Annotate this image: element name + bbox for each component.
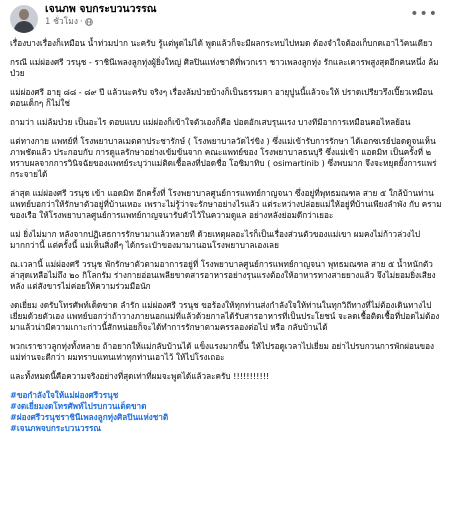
post-paragraph: พวกเราชาวลูกทุ่งทั้งหลาย ถ้าอยากให้แม่กลับบ้านได้ แข็งแรงมากขึ้น ให้ไปรอดูเวลาไปเยี่ยม อย่าไปรบกวนการพักผ่อนของแม่ท่านจะดีกว่า ผมทราบแทนเท่าทุกท่านเอาไว้ ให้ไปโรงเถอะ bbox=[10, 341, 435, 362]
post-paragraph: และทั้งหมดนี้คือความจริงอย่างที่สุดเท่าที่ผมจะพูดได้แล้วละครับ !!!!!!!!!!! bbox=[10, 371, 270, 381]
post-paragraph: ณ.เวลานี้ แม่ผ่องศรี วรนุช พักรักษาตัวตามอาการอยู่ที่ โรงพยาบาลศูนย์การแพทย์กาญจนา พุทธมณฑล สาย ๕ น้ำหนักตัวล่าสุดเหลือไม่ถึง ๒๐ กิโลกรัม ร่างกายอ่อนเพลียขาดสารอาหารอย่างรุนแรงต้องให้อาหารทางสายยางแล้ว จึงไม่ยอมยิ่งเสียงหลัง แต่สังขารไม่ค่อยให้ความร่วมมือนัก bbox=[10, 259, 436, 291]
author-name[interactable]: เจนภพ จบกระบวนวรรณ bbox=[45, 3, 157, 15]
hashtag-link[interactable]: #ขอกำลังใจให้แม่ผ่องศรีวรนุช bbox=[10, 390, 119, 400]
hashtag-link[interactable]: #เจนภพจบกระบวนวรรณ bbox=[10, 423, 101, 433]
post-paragraph: แม่ ยิ่งไม่มาก หลังจากปฏิเสธการรักษามาแล้วหลายที ด้วยเหตุผลอะไรก็เป็นเรื่องส่วนตัวของแม่เขา ผมคงไม่ก้าวล่วงไปมากกว่านี้ แต่ครั้งนี้ แม่เห็นสิ่งดีๆ ได้กระเป๋าของมามานอนโรงพยาบาลเองเลย bbox=[10, 229, 421, 250]
post-paragraph: แม่ผ่องศรี อายุ ๘๘ - ๘๙ ปี แล้วนะครับ จริงๆ เรื่องล้มป่วยบ้างก็เป็นธรรมดา อายุปูนนี้แล้วจะให้ ปราดเปรียวรึงเปี๊ยวเหมือนตอนเด็กๆ ก็ไม่ใช่ bbox=[10, 87, 433, 108]
post-paragraph: งดเยี่ยม งดรับโทรศัพท์เด็ดขาด ลำรัก แม่ผ่องศรี วรนุช ขอร้องให้ทุกท่านส่งกำลังใจให้ท่านในทุกวิถีทางที่ไม่ต้องเดินทางไปเยี่ยมด้วยตัวเอง แพทย์บอกว่าถ้าวางภายนอกแม่ที่แล้วด้วยกาลได้รับสารอาหารที่เป็นประโยชน์ จะลดเชื้อติดเชื้อที่ปอดไม่ต้องมาแล้วน่ามีความเกาะก่าวนี้สักหน่อยก็จะได้ทำการรักษาตามครรลองต่อไป หรือ กลับบ้านได้ bbox=[10, 300, 440, 332]
post-body bbox=[10, 38, 442, 434]
post-paragraph: ถามว่า แม่ล้มป่วย เป็นอะไร ตอบแบบ แม่ผ่องก็เข้าใจตัวเองก็คือ ปอดอักเสบรุนแรง บางทีมีอาการเหมือนคอไหลย้อน bbox=[10, 117, 411, 127]
avatar[interactable] bbox=[10, 5, 38, 33]
hashtag-link[interactable]: #ผ่องศรีวรนุชราชินีเพลงลูกทุ่งศิลปินแห่งชาติ bbox=[10, 412, 169, 422]
more-options-icon[interactable]: ••• bbox=[410, 6, 438, 22]
post-paragraph: กรณี แม่ผ่องศรี วรนุช - ราชินีเพลงลูกทุ่งผู้ยิ่งใหญ่ ศิลปินแห่งชาติที่พวกเรา ชาวเพลงลูกทุ่ง รักและเคารพสูงสุดอีกคนหนึ่ง ล้มป่วย bbox=[10, 57, 439, 78]
post-paragraph: ล่าสุด แม่ผ่องศรี วรนุช เข้า แอดมิท อีกครั้งที่ โรงพยาบาลศูนย์การแพทย์กาญจนา ซึ่งอยู่ที่พุทธมณฑล สาย ๕ ใกล้บ้านท่าน แพทย์บอกว่าให้รักษาตัวอยู่ที่บ้านเหอะ เพราะไม่รู้ว่าจะรักษาอย่างไรแล้ว แต่ระหว่างปล่อยแม่ให้อยู่ที่บ้านเพียงลำพัง กับ ครามของเรือ ให้โรงพยาบาลศูนย์การแพทย์กาญจนารับตัวไว้ในความดูแล อย่างหลังย่อมดีกว่าเยอะ bbox=[10, 188, 442, 220]
post-paragraph: แต่ทางกาย แพทย์ที่ โรงพยาบาลเมตตาประชารักษ์ ( โรงพยาบาลวัดไร่ขิง ) ซึ่งแม่เข้ารับการรักษา ได้เอกซเรย์ปอดดูจนเห็นภาพชัดแล้ว ประกอบกับ การดูแลรักษาอย่างเข้มข้นจาก คณะแพทย์ของ โรงพยาบาลธนบุรี ซึ่งแม่เข้า แอดมิท เป็นครั้งที่ ๒ ทราบผลจากการวินิจฉัยของแพทย์ระบุว่าแม่ติดเชื้อลงที่ปอดชื่อ โอซิมาทิบ ( osimartinib ) ซึ่งพบมาก จึงจะหยุดยั้งการแพร่กระจายได้ bbox=[10, 136, 437, 179]
hashtag-list bbox=[10, 390, 442, 434]
post-paragraph: เรื่องบางเรื่องก็เหมือน น้ำท่วมปาก นะครับ รู้แต่พูดไม่ได้ พูดแล้วก็จะมีผลกระทบไปหมด ต้องจำใจต้องเก็บกดเอาไว้คนเดียว bbox=[10, 38, 433, 48]
hashtag-link[interactable]: #งดเยี่ยมงดโทรศัพท์ไปรบกวนเด็ดขาด bbox=[10, 401, 147, 411]
post-header bbox=[10, 0, 442, 38]
post-meta: 1 ชั่วโมง · bbox=[45, 18, 157, 27]
post-timestamp[interactable]: 1 ชั่วโมง bbox=[45, 16, 78, 27]
globe-icon bbox=[85, 18, 93, 26]
